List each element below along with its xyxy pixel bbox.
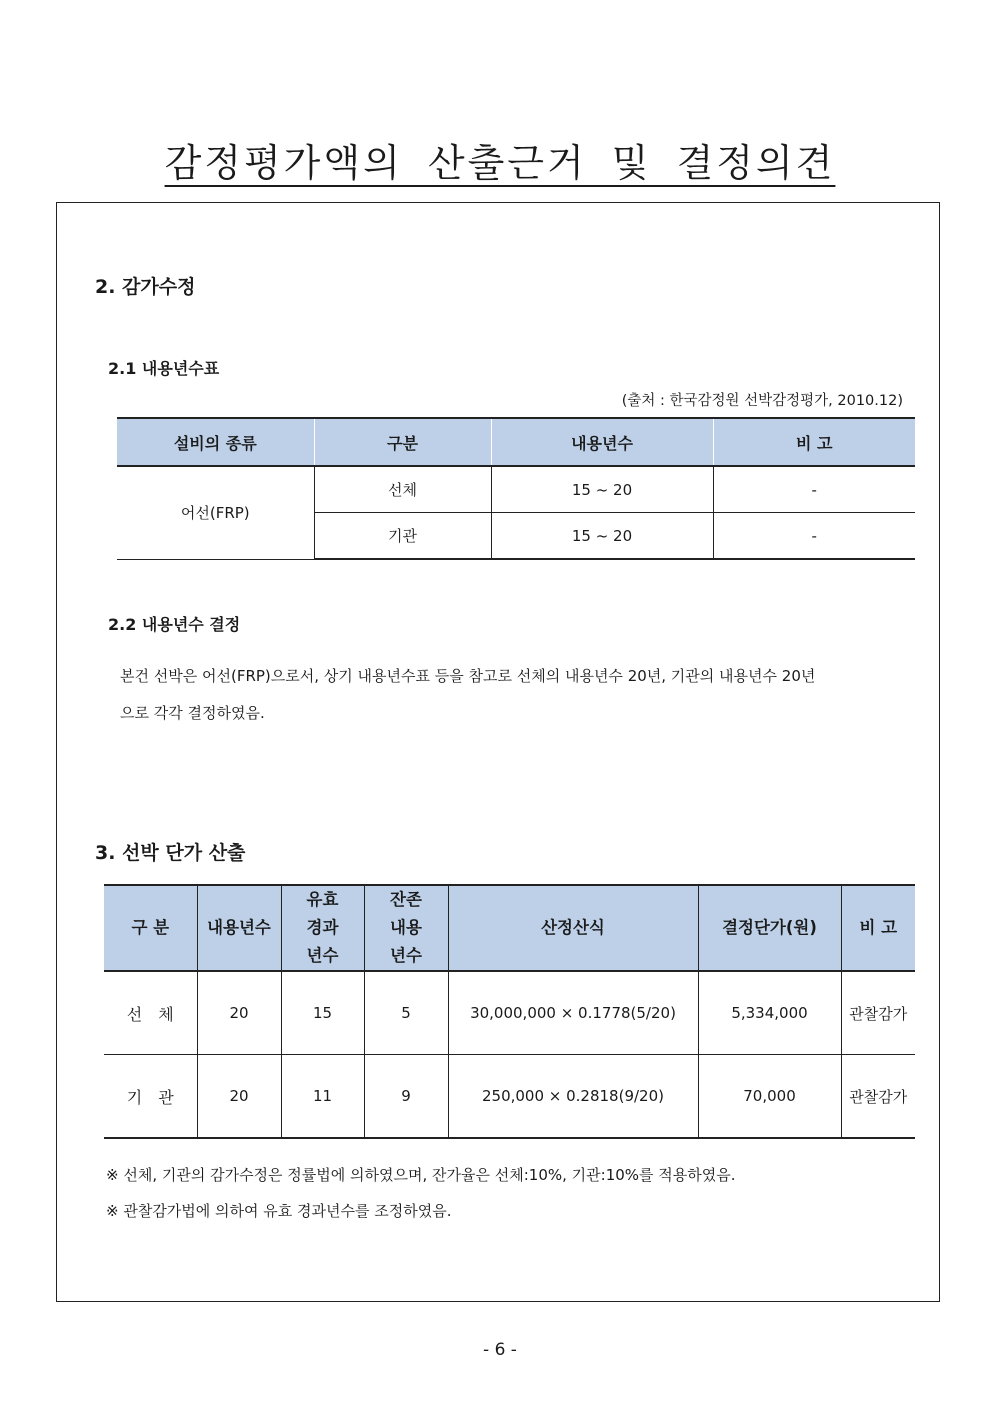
page-number: - 6 -	[483, 1340, 517, 1360]
note-cell: 관찰감가	[841, 971, 915, 1055]
type-cell: 기관	[314, 513, 491, 560]
life-cell: 15 ~ 20	[491, 513, 713, 560]
remaining-cell: 9	[364, 1055, 448, 1139]
header-unit-price: 결정단가(원)	[698, 885, 841, 971]
table-row	[104, 971, 915, 1055]
note-cell: 관찰감가	[841, 1055, 915, 1139]
paragraph-line-1: 본건 선박은 어선(FRP)으로서, 상기 내용년수표 등을 참고로 선체의 내용년수 20년, 기관의 내용년수 20년	[120, 667, 816, 685]
life-cell: 15 ~ 20	[491, 466, 713, 513]
remaining-cell: 5	[364, 971, 448, 1055]
useful-life-table	[117, 417, 915, 560]
header-formula: 산정산식	[448, 885, 698, 971]
section-2-heading: 2. 감가수정	[95, 276, 196, 298]
type-cell: 선체	[314, 466, 491, 513]
unit-price-cell: 5,334,000	[698, 971, 841, 1055]
header-equipment: 설비의 종류	[117, 418, 314, 466]
section-2-1-heading: 2.1 내용년수표	[108, 359, 220, 378]
header-life: 내용년수	[491, 418, 713, 466]
header-note: 비 고	[841, 885, 915, 971]
equipment-cell: 어선(FRP)	[117, 466, 314, 559]
paragraph-line-2: 으로 각각 결정하였음.	[120, 704, 265, 722]
header-note: 비 고	[713, 418, 915, 466]
category-cell: 기 관	[104, 1055, 197, 1139]
header-category: 구 분	[104, 885, 197, 971]
formula-cell: 30,000,000 × 0.1778(5/20)	[448, 971, 698, 1055]
elapsed-cell: 15	[281, 971, 364, 1055]
unit-price-cell: 70,000	[698, 1055, 841, 1139]
header-life: 내용년수	[197, 885, 281, 971]
section-2-2-heading: 2.2 내용년수 결정	[108, 615, 241, 634]
table-header-row	[117, 418, 915, 466]
table-header-row	[104, 885, 915, 971]
table-row	[104, 1055, 915, 1139]
footnote-2: ※ 관찰감가법에 의하여 유효 경과년수를 조정하였음.	[106, 1202, 452, 1220]
life-cell: 20	[197, 1055, 281, 1139]
unit-price-table	[104, 884, 915, 1139]
header-elapsed: 유효 경과 년수	[281, 885, 364, 971]
note-cell: -	[713, 466, 915, 513]
page-title: 감정평가액의 산출근거 및 결정의견	[164, 141, 836, 185]
header-type: 구분	[314, 418, 491, 466]
footnote-1: ※ 선체, 기관의 감가수정은 정률법에 의하였으며, 잔가율은 선체:10%, 기관:10%를 적용하였음.	[106, 1166, 736, 1184]
note-cell: -	[713, 513, 915, 560]
decision-paragraph	[120, 658, 920, 732]
formula-cell: 250,000 × 0.2818(9/20)	[448, 1055, 698, 1139]
header-remaining: 잔존 내용 년수	[364, 885, 448, 971]
section-3-heading: 3. 선박 단가 산출	[95, 842, 246, 864]
source-note: (출처 : 한국감정원 선박감정평가, 2010.12)	[621, 393, 903, 409]
category-cell: 선 체	[104, 971, 197, 1055]
elapsed-cell: 11	[281, 1055, 364, 1139]
table-row	[117, 466, 915, 513]
life-cell: 20	[197, 971, 281, 1055]
